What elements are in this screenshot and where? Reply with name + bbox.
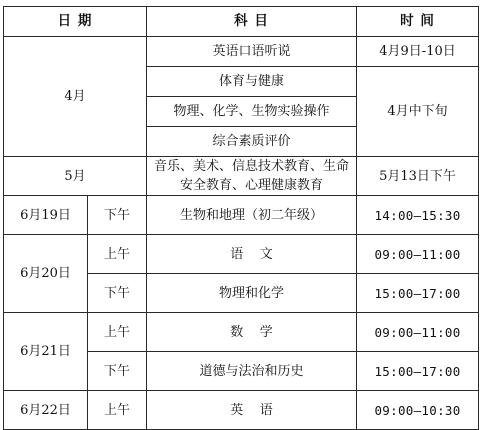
table-header-row (4, 7, 479, 37)
table-row (4, 37, 479, 67)
may-month: 5月 (4, 157, 147, 196)
header-subject: 科 目 (147, 7, 357, 37)
time-june19: 14:00—15:30 (357, 196, 479, 235)
time-june20-pm: 15:00—17:00 (357, 274, 479, 313)
table-row (4, 157, 479, 196)
time-june20-am: 09:00—11:00 (357, 235, 479, 274)
header-date: 日 期 (4, 7, 147, 37)
subject-arts-misc: 音乐、美术、信息技术教育、生命安全教育、心理健康教育 (147, 157, 357, 196)
date-june19: 6月19日 (4, 196, 88, 235)
time-oral-english: 4月9日-10日 (357, 37, 479, 67)
table-row (4, 391, 479, 430)
period-june19: 下午 (88, 196, 147, 235)
april-month: 4月 (4, 37, 147, 157)
subject-chinese: 语 文 (147, 235, 357, 274)
period-june21-pm: 下午 (88, 352, 147, 391)
header-time: 时 间 (357, 7, 479, 37)
subject-bio-geo: 生物和地理（初二年级） (147, 196, 357, 235)
subject-lab-operations: 物理、化学、生物实验操作 (147, 97, 357, 127)
date-june21: 6月21日 (4, 313, 88, 391)
subject-pe-health: 体育与健康 (147, 67, 357, 97)
table-row (4, 196, 479, 235)
time-june21-am: 09:00—11:00 (357, 313, 479, 352)
period-june20-am: 上午 (88, 235, 147, 274)
period-june22: 上午 (88, 391, 147, 430)
date-june20: 6月20日 (4, 235, 88, 313)
subject-math: 数 学 (147, 313, 357, 352)
table-row (4, 235, 479, 274)
table-row (4, 313, 479, 352)
exam-schedule-table (3, 6, 479, 430)
subject-comprehensive-eval: 综合素质评价 (147, 127, 357, 157)
subject-ethics-history: 道德与法治和历史 (147, 352, 357, 391)
time-june21-pm: 15:00—17:00 (357, 352, 479, 391)
subject-oral-english: 英语口语听说 (147, 37, 357, 67)
time-may: 5月13日下午 (357, 157, 479, 196)
period-june21-am: 上午 (88, 313, 147, 352)
period-june20-pm: 下午 (88, 274, 147, 313)
subject-phys-chem: 物理和化学 (147, 274, 357, 313)
subject-english: 英 语 (147, 391, 357, 430)
time-june22: 09:00—10:30 (357, 391, 479, 430)
time-april-mid: 4月中下旬 (357, 67, 479, 157)
date-june22: 6月22日 (4, 391, 88, 430)
